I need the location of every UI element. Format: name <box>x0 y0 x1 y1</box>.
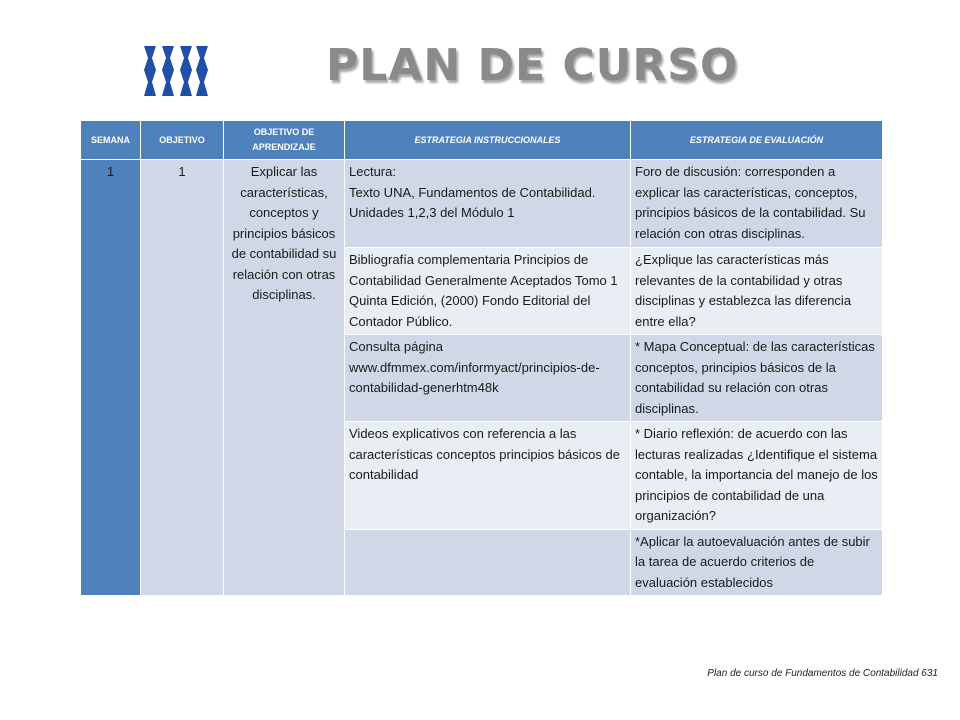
header-objetivo-aprendizaje: OBJETIVO DE APRENDIZAJE <box>224 121 345 160</box>
table-row <box>81 160 883 248</box>
table-header-row <box>81 121 883 160</box>
evaluacion-cell: *Aplicar la autoevaluación antes de subir la tarea de acuerdo criterios de evaluación establecidos <box>631 529 883 596</box>
evaluacion-cell: Foro de discusión: corresponden a explicar las características, conceptos, principios básicos de la contabilidad. Su relación con otras disciplinas. <box>631 160 883 248</box>
header-estrategia-evaluacion: ESTRATEGIA DE EVALUACIÓN <box>631 121 883 160</box>
instruccional-cell: Bibliografía complementaria Principios de Contabilidad Generalmente Aceptados Tomo 1 Quinta Edición, (2000) Fondo Editorial del Contador Público. <box>345 248 631 335</box>
instruccional-cell: Lectura: Texto UNA, Fundamentos de Contabilidad. Unidades 1,2,3 del Módulo 1 <box>345 160 631 248</box>
objetivo-aprendizaje-cell: Explicar las características, conceptos y principios básicos de contabilidad su relación con otras disciplinas. <box>224 160 345 596</box>
una-logo-icon <box>142 42 210 100</box>
evaluacion-cell: * Diario reflexión: de acuerdo con las lecturas realizadas ¿Identifique el sistema contable, la importancia del manejo de los principios de contabilidad de una organización? <box>631 422 883 530</box>
evaluacion-cell: * Mapa Conceptual: de las características conceptos, principios básicos de la contabilidad su relación con otras disciplinas. <box>631 335 883 422</box>
objetivo-cell: 1 <box>141 160 224 596</box>
header-objetivo: OBJETIVO <box>141 121 224 160</box>
instruccional-cell: Consulta página www.dfmmex.com/informyact/principios-de-contabilidad-generhtm48k <box>345 335 631 422</box>
evaluacion-cell: ¿Explique las características más relevantes de la contabilidad y otras disciplinas y establezca las diferencia entre ella? <box>631 248 883 335</box>
instruccional-cell: Videos explicativos con referencia a las características conceptos principios básicos de contabilidad <box>345 422 631 530</box>
semana-cell: 1 <box>81 160 141 596</box>
page-title: PLAN DE CURSO <box>326 40 739 91</box>
course-plan-table <box>80 120 883 596</box>
header-estrategia-instruccional: ESTRATEGIA INSTRUCCIONALES <box>345 121 631 160</box>
instruccional-cell <box>345 529 631 596</box>
footer-caption: Plan de curso de Fundamentos de Contabilidad 631 <box>707 668 938 679</box>
header-semana: SEMANA <box>81 121 141 160</box>
